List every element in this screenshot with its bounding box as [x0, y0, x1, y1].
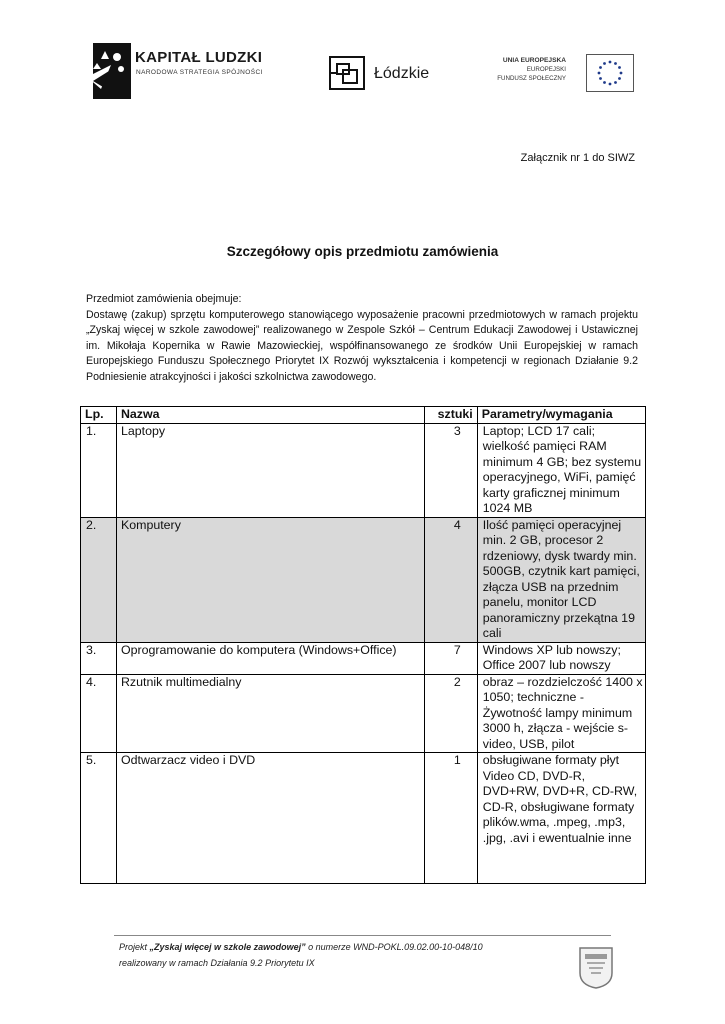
- intro-section: [86, 292, 638, 385]
- footer-number: o numerze WND-POKL.09.02.00-10-048/10: [305, 942, 483, 952]
- school-seal: [578, 945, 614, 989]
- row-qty: 2: [424, 674, 477, 753]
- items-table: [80, 406, 646, 884]
- table-row: [81, 423, 646, 517]
- kapital-ludzki-subtitle: NARODOWA STRATEGIA SPÓJNOŚCI: [136, 69, 263, 76]
- row-params: Ilość pamięci operacyjnej min. 2 GB, procesor 2 rdzeniowy, dysk twardy min. 500GB, czytnik kart pamięci, złącza USB na przednim panelu, monitor LCD panoramiczny przekątna 19 cali: [477, 517, 645, 642]
- table-header-row: [81, 407, 646, 424]
- row-lp: 1.: [81, 423, 117, 517]
- row-qty: 1: [424, 753, 477, 884]
- row-name: Laptopy: [116, 423, 424, 517]
- eu-flag: [586, 54, 634, 92]
- row-qty: 4: [424, 517, 477, 642]
- header-lp: Lp.: [81, 407, 117, 424]
- page-title: Szczegółowy opis przedmiotu zamówienia: [226, 244, 499, 259]
- eu-label-line3: FUNDUSZ SPOŁECZNY: [497, 75, 566, 82]
- row-qty: 3: [424, 423, 477, 517]
- school-emblem-icon: [578, 945, 614, 989]
- header-qty: sztuki: [424, 407, 477, 424]
- lodzkie-logo: [328, 53, 448, 93]
- table-row: [81, 674, 646, 753]
- document-header: [0, 0, 725, 110]
- header-params: Parametry/wymagania: [477, 407, 645, 424]
- intro-body: Dostawę (zakup) sprzętu komputerowego stanowiącego wyposażenie pracowni przedmiotowych w ramach projektu „Zyskaj więcej w szkole zawodowej” realizowanego w Zespole Szkół – Centrum Edukacji Zawodowej i Ustawicznej im. Mikołaja Kopernika w Rawie Mazowieckiej, współfinansowanego ze środków Unii Europejskiej w ramach Europejskiego Funduszu Społecznego Priorytet IX Rozwój wykształcenia i kompetencji w regionach Działanie 9.2 Podniesienie atrakcyjności i jakości szkolnictwa zawodowego.: [86, 308, 638, 383]
- kapital-ludzki-logo: [87, 43, 272, 103]
- row-params: obraz – rozdzielczość 1400 x 1050; techniczne - Żywotność lampy minimum 3000 h, złącza - wejście s-video, USB, pilot: [477, 674, 645, 753]
- row-qty: 7: [424, 642, 477, 674]
- eu-label-line1: UNIA EUROPEJSKA: [502, 57, 566, 64]
- intro-lead: Przedmiot zamówienia obejmuje:: [86, 293, 242, 305]
- table-row: [81, 753, 646, 884]
- lodzkie-emblem-icon: [328, 53, 368, 93]
- kapital-ludzki-emblem-icon: [87, 43, 133, 101]
- eu-logo: [490, 52, 640, 98]
- table-row: [81, 517, 646, 642]
- row-lp: 4.: [81, 674, 117, 753]
- row-name: Odtwarzacz video i DVD: [116, 753, 424, 884]
- row-params: obsługiwane formaty płyt Video CD, DVD-R, DVD+RW, DVD+R, CD-RW, CD-R, obsługiwane formaty plików.wma, .mpeg, .mp3, .jpg, .avi i ewentualnie inne: [477, 753, 645, 884]
- row-lp: 2.: [81, 517, 117, 642]
- footer-project-name: „Zyskaj więcej w szkole zawodowej”: [149, 942, 306, 952]
- row-lp: 3.: [81, 642, 117, 674]
- eu-label-line2: EUROPEJSKI: [526, 66, 566, 73]
- footer-text: [119, 939, 483, 971]
- row-params: Windows XP lub nowszy; Office 2007 lub nowszy: [477, 642, 645, 674]
- row-name: Rzutnik multimedialny: [116, 674, 424, 753]
- footer-prefix: Projekt: [119, 942, 150, 952]
- table-row: [81, 642, 646, 674]
- row-name: Oprogramowanie do komputera (Windows+Office): [116, 642, 424, 674]
- footer-line1: [119, 939, 483, 955]
- row-lp: 5.: [81, 753, 117, 884]
- eu-label: [497, 56, 566, 83]
- kapital-ludzki-name: KAPITAŁ LUDZKI: [135, 49, 263, 66]
- footer-line2: realizowany w ramach Działania 9.2 Priorytetu IX: [119, 958, 315, 968]
- lodzkie-name: Łódzkie: [374, 65, 430, 82]
- eu-stars-icon: [587, 55, 633, 91]
- attachment-label: Załącznik nr 1 do SIWZ: [520, 152, 635, 164]
- row-params: Laptop; LCD 17 cali; wielkość pamięci RAM minimum 4 GB; bez systemu operacyjnego, WiFi, pamięć karty graficznej minimum 1024 MB: [477, 423, 645, 517]
- header-name: Nazwa: [116, 407, 424, 424]
- footer-divider: [114, 935, 611, 936]
- row-name: Komputery: [116, 517, 424, 642]
